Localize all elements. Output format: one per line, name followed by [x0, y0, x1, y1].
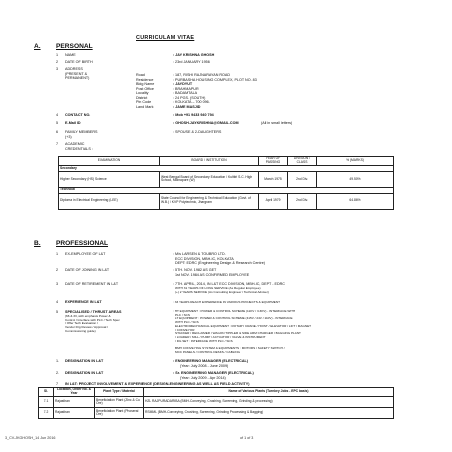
academic-group-label: Technical — [59, 187, 394, 193]
family-label-2: (+3) — [65, 134, 72, 139]
specialised-sub: (66 & 33, with emphasis Power & — [65, 314, 111, 318]
name-value: : JAY KRISHNA GHOSH — [173, 53, 215, 57]
email-value: : GHOSH.JAYKRISHNA@GMAIL.COM — [173, 121, 239, 125]
specialised-line: / LOADER / MILL / PUMP / ACTUATOR / VALVE & INSTRUMENT — [175, 334, 266, 339]
specialised-line: MCC PANELS / CONTROL DESKS / CABLING — [175, 349, 240, 354]
project-header-cell: Plant Type / Material — [95, 388, 144, 397]
table-cell: Diploma in Electrical Engineering (LEE) — [59, 193, 160, 209]
document-title: CURRICULAM VITAE — [136, 35, 195, 41]
joining-label: DATE OF JOINING IN L&T — [65, 268, 110, 272]
address-label-2: (PRESENT & — [65, 71, 88, 76]
table-row — [59, 171, 394, 187]
projects-num: 7 — [56, 382, 59, 386]
footer-filename: 3_CV-JKGHOSH_14 Jun 2016 — [5, 436, 56, 440]
table-cell: March 1975 — [259, 171, 288, 187]
dob-num: 2 — [56, 60, 59, 64]
address-num: 3 — [56, 67, 59, 71]
table-cell: Rajasthan — [54, 397, 95, 408]
specialised-line: : HT EQUIPMENT : POWER & CONTROL SCHEME (11KV / 3.3KV) - INTERFACE WITH — [173, 309, 296, 313]
employee-label: EX-EMPLOYEE OF L&T — [65, 252, 106, 256]
academic-group-label: Secondary — [59, 166, 394, 172]
specialised-line: LT EQUIPMENT : POWER & CONTROL SCHEME (415V / 24V / 110V) - INTERFACE — [175, 316, 293, 321]
address-key: Residence — [136, 77, 154, 82]
address-value: : 187, RISHI RAJNARAYAN ROAD — [173, 73, 231, 77]
table-row — [39, 397, 394, 408]
table-cell: 7.2 — [39, 408, 54, 419]
name-label: NAME — [65, 53, 76, 57]
email-label: E-Mail ID — [65, 121, 81, 125]
section-b-letter: B. — [34, 240, 41, 247]
specialised-label: SPECIALISED / THRUST AREAS — [65, 310, 122, 314]
contact-label: CONTACT NO. — [65, 113, 91, 117]
specialised-num: 5 — [56, 310, 59, 314]
retirement-num: 3 — [56, 282, 59, 286]
family-label: FAMILY MEMBERS — [65, 130, 98, 134]
name-num: 1 — [56, 53, 59, 57]
contact-value: : Mob +91 9433 940 794 — [173, 113, 214, 117]
joining-num: 2 — [56, 268, 59, 272]
academic-num: 7 — [56, 142, 59, 146]
family-value: : SPOUSE & 2-DAUGHTERS — [173, 130, 222, 134]
projects-heading: IN L&T: PROJECT INVOLVEMENT & EXPERIENCE (DESIGN-ENGINEERING AS WELL AS FIELD ACTIVITY) — [65, 382, 250, 386]
academic-header-cell: YEAR OF PASSING — [259, 157, 288, 166]
employee-num: 1 — [56, 252, 59, 256]
specialised-sub: Vendor Drg Review / Approval / — [65, 325, 108, 330]
specialised-line: STACKER / RECLAIMER / WAGON TIPPLER & SIDE ARM CHARGER / BAGGING PLANT — [175, 331, 301, 336]
address-key: Locality — [136, 91, 149, 95]
table-cell: April 1979 — [259, 193, 288, 209]
address-key: Pin Code — [136, 100, 152, 104]
address-label: ADDRESS — [65, 67, 83, 71]
designation-1-label: DESIGNATION IN L&T — [65, 359, 104, 363]
specialised-line: BMH CONVEYING SYSTEM & EQUIPMENTS : MOTORS / SAFETY SWITCH / — [175, 346, 285, 350]
table-cell: Beneficiation Plant (Zinc & Cu Ore) — [95, 397, 144, 408]
table-cell: 2nd Div. — [288, 193, 317, 209]
academic-table-header — [59, 157, 394, 166]
address-key: Post Office — [136, 86, 154, 91]
footer-page: of 1 of 3 — [240, 436, 254, 440]
email-note: (All in small letters) — [261, 121, 293, 125]
address-value: : JAYDYUT — [173, 82, 193, 86]
specialised-line: ELECTROMECHANICAL EQUIPMENT : ROTARY CRANE / HOIST / ELEVATOR / LIFT / MAGNET — [175, 323, 312, 328]
retirement-line: WITH 31 YEARS OF LONG SERVICE (As Regular Employee) — [175, 286, 261, 290]
specialised-line: / DG SET : INTERFACE WITH PLC / SCS — [175, 338, 233, 343]
experience-num: 4 — [56, 300, 59, 304]
academic-table — [58, 156, 394, 210]
dob-label: DATE OF BIRTH — [65, 60, 93, 64]
designation-1-value: : ENGINEERING MANAGER (ELECTRICAL) — [173, 359, 248, 363]
academic-header-cell: BOARD / INSTITUTION — [160, 157, 259, 166]
address-value: : JAME MASJID — [173, 104, 201, 109]
retirement-line: : 7TH. APRIL, 2014, IN L&T ECC DIVISION, MBH-IC, DEPT - EDRC — [173, 282, 285, 286]
designation-1-num: 1. — [56, 359, 60, 363]
address-key: Bldg Name — [136, 82, 155, 86]
designation-2-sub: (Year: July 2009 - Apr 2014) — [180, 375, 226, 380]
family-num: 6 — [56, 130, 59, 134]
experience-label: EXPERIENCE IN L&T — [65, 300, 102, 304]
table-cell: 64.86% — [317, 193, 394, 209]
address-value: : PURBASHA HOUSING COMPLEX, PLOT NO. 83 — [173, 77, 257, 82]
specialised-sub: Control / Interface with PLC / Tech Spec — [65, 317, 120, 322]
specialised-line: / CONVEYOR — [175, 327, 195, 332]
joining-line: 1st NOV. 1984 AS CONFIRMED EMPLOYEE — [175, 272, 250, 277]
table-cell: State Council for Engineering & Technical Education (Govt. of W.B.) / KVP Polytechnic, Jhargram — [160, 193, 259, 209]
designation-2-value: : Sr. ENGINEERING MANAGER (ELECTRICAL) — [173, 371, 254, 375]
academic-label-2: CREDENTIALS : — [65, 146, 93, 151]
table-cell: RSMML (BMH-Conveying, Crushing, Screening, Grinding Processing & Bagging) — [144, 408, 394, 419]
table-cell: Rajasthan — [54, 408, 95, 419]
address-key: Land Mark — [136, 104, 154, 109]
retirement-line: (+) 2 YEARS SERVICE (As Consulting Engineer / Technical Adviser) — [175, 290, 269, 294]
designation-2-num: 2. — [56, 371, 60, 375]
employee-line: ECC DIVISION, MBH-IC, KOLKATA — [175, 256, 234, 261]
designation-2-label: DESIGNATION IN L&T — [65, 371, 104, 375]
table-cell: HZL RAJPURADARIBA (BMH-Conveying, Crushing, Screening, Grinding & processing) — [144, 397, 394, 408]
dob-value: : 23rd JANUARY 1956 — [173, 60, 210, 64]
employee-line: : M/s LARSEN & TOUBRO LTD. — [173, 252, 226, 256]
retirement-label: DATE OF RETIREMENT IN L&T — [65, 282, 119, 286]
specialised-line: WITH PLC / SCS — [175, 320, 199, 325]
address-key: District — [136, 95, 148, 100]
table-cell: 2nd Div. — [288, 171, 317, 187]
experience-value: : 33 YEARS REACH EXPERIENCE IN VARIOUS PROJECTS & EQUIPMENT — [173, 299, 280, 304]
address-value: : 24 PGS. (SOUTH) — [173, 95, 206, 100]
table-row — [59, 193, 394, 209]
project-header-cell: Name of Various Plants (Turnkey Jobs - EPC basis) — [144, 388, 394, 397]
academic-header-cell: % (MARKS) — [317, 157, 394, 166]
address-value: : BADAMTALA — [173, 91, 198, 95]
address-key: Road — [136, 73, 145, 77]
address-value: : KOLKATA – 700 096. — [173, 100, 210, 104]
academic-header-cell: EXAMINATION — [59, 157, 160, 166]
project-header-cell: Sl. — [39, 388, 54, 397]
section-a-heading: PERSONAL — [56, 43, 93, 50]
employee-line: DEPT: EDRC (Engineering Design & Research Centre) — [175, 261, 265, 265]
project-table-header — [39, 388, 394, 397]
specialised-sub: / Offer Tech Evaluation / — [65, 321, 98, 326]
table-cell: 49.50% — [317, 171, 394, 187]
table-cell: 7.1 — [39, 397, 54, 408]
project-table — [38, 387, 394, 419]
joining-line: : 5TH. NOV. 1982 AS GET — [173, 268, 217, 272]
table-row — [39, 408, 394, 419]
table-cell: Higher Secondary (HS) Science — [59, 171, 160, 187]
email-num: 5 — [56, 121, 59, 125]
project-header-cell: Location, Order No. & Year — [54, 388, 95, 397]
specialised-sub: Commissioning guide) — [65, 328, 96, 333]
section-a-letter: A. — [34, 43, 41, 50]
academic-label: ACADEMIC — [65, 142, 85, 146]
designation-1-sub: (Year: July 2008 - June 2009) — [180, 363, 229, 368]
contact-num: 4 — [56, 113, 59, 117]
specialised-line: PLC / SCS — [175, 312, 190, 317]
address-label-3: PERMANENT) — [65, 76, 90, 80]
table-cell: Beneficiation Plant (Phoserai Ore) — [95, 408, 144, 419]
section-b-heading: PROFESSIONAL — [56, 240, 109, 247]
table-cell: West Bengal Board of Secondary Education / Kulttiri S.C. High School, Midnapore (W) — [160, 171, 259, 187]
academic-header-cell: DIVISION / CLASS — [288, 157, 317, 166]
address-value: : BRAHMAPUR — [173, 86, 199, 91]
